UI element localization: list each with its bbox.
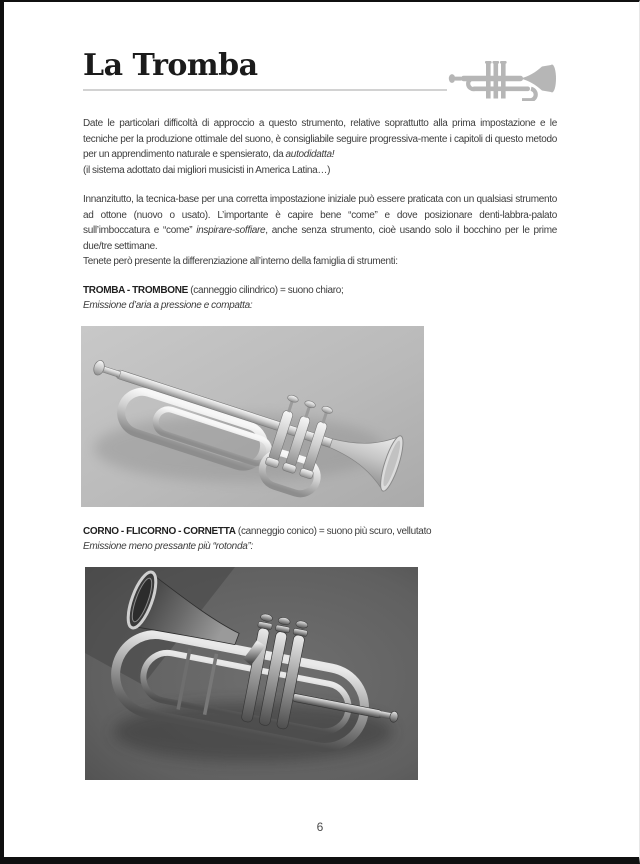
- section-corno-flicorno: [83, 524, 557, 780]
- page-title: La Tromba: [83, 48, 258, 83]
- page-number: 6: [316, 820, 324, 834]
- title-rule: [83, 89, 447, 91]
- trumpet-photo: [81, 326, 557, 507]
- section-heading-corno: CORNO - FLICORNO - CORNETTA (canneggio conico) = suono più scuro, vellutato: [83, 525, 432, 537]
- intro-paragraph: Date le particolari difficoltà di approccio a questo strumento, relative soprattutto alla prima impostazione e le tecniche per la produzione ottimale del suono, è consigliabile seguire progressiva-mente i capitoli di questo metodo per un apprendimento naturale e spensierato, da autodidatta! (il sistema adottato dai migliori musicisti in America Latina…): [83, 118, 557, 176]
- trumpet-silhouette: [448, 61, 560, 101]
- trumpet-logo-icon: [448, 61, 560, 101]
- section-subheading-corno: Emissione meno pressante più “rotonda”:: [83, 541, 253, 552]
- flugelhorn-photo: [85, 567, 557, 780]
- section-tromba-trombone: [83, 283, 557, 507]
- flugelhorn-photo-illustration: [85, 567, 418, 780]
- technique-paragraph: Innanzitutto, la tecnica-base per una corretta impostazione iniziale può essere praticata con un qualsiasi strumento ad ottone (nuovo o usato). L’importante è capire bene “come” e dove posizionare denti-labbra-palato sull’imboccatura e “come” inspirare-soffiare, anche senza strumento, cioè usando solo il bocchino per le prime due/tre settimane. Tenete però presente la differenziazione all’interno della famiglia di strumenti:: [83, 194, 557, 267]
- section-heading-tromba: TROMBA - TROMBONE (canneggio cilindrico) = suono chiaro;: [83, 284, 344, 296]
- page-header: [83, 50, 557, 91]
- section-subheading-tromba: Emissione d’aria a pressione e compatta:: [83, 300, 253, 311]
- trumpet-photo-illustration: [81, 326, 424, 507]
